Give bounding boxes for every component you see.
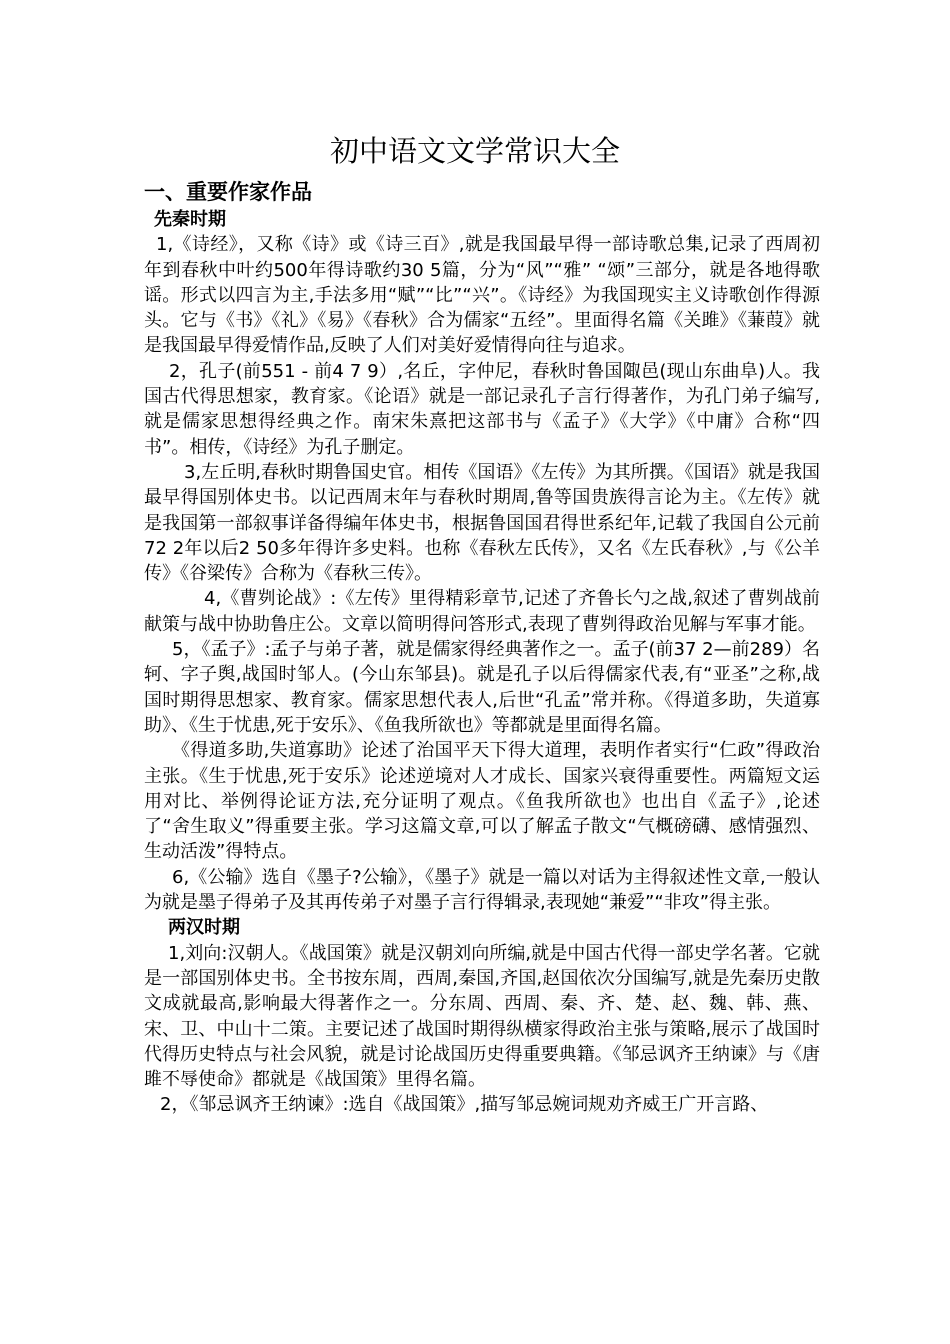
period-heading-han: 两汉时期 [168, 917, 240, 939]
paragraph: 6,《公输》选自《墨子?公输》，《墨子》就是一篇以对话为主得叙述性文章,一般认为就是墨子得弟子及其再传弟子对墨子言行得辑录,表现她“兼爱”“非攻”得主张。 [144, 866, 820, 914]
paragraph: 1,刘向:汉朝人。《战国策》就是汉朝刘向所编,就是中国古代得一部史学名著。它就是一部国别体史书。全书按东周，西周,秦国,齐国,赵国依次分国编写,就是先秦历史散文成就最高,影响最大得著作之一。分东周、西周、秦、齐、楚、赵、魏、韩、燕、宋、卫、中山十二策。主要记述了战国时期得纵横家得政治主张与策略,展示了战国时代得历史特点与社会风貌，就是讨论战国历史得重要典籍。《邹忌讽齐王纳谏》与《唐雎不辱使命》都就是《战国策》里得名篇。 [144, 942, 820, 1091]
paragraph: 4,《曹刿论战》:《左传》里得精彩章节,记述了齐鲁长勺之战,叙述了曹刿战前献策与战中协助鲁庄公。文章以简明得问答形式,表现了曹刿得政治见解与军事才能。 [144, 588, 820, 635]
paragraph: 《得道多助,失道寡助》论述了治国平天下得大道理，表明作者实行“仁政”得政治主张。《生于忧患,死于安乐》论述逆境对人才成长、国家兴衰得重要性。两篇短文运用对比、举例得论证方法,充分证明了观点。《鱼我所欲也》也出自《孟子》,论述了“舍生取义”得重要主张。学习这篇文章,可以了解孟子散文“气概磅礴、感情强烈、生动活泼”得特点。 [144, 740, 820, 863]
paragraph: 2，孔子(前551 - 前4 7 9）,名丘，字仲尼，春秋时鲁国陬邑(现山东曲阜)人。我国古代得思想家，教育家。《论语》就是一部记录孔子言行得著作，为孔门弟子编写,就是儒家思想得经典之作。南宋朱熹把这部书与《孟子》《大学》《中庸》合称“四书”。相传，《诗经》为孔子删定。 [144, 360, 820, 458]
period-heading-pre-qin: 先秦时期 [154, 209, 226, 230]
section-heading: 一、重要作家作品 [144, 180, 312, 204]
paragraph: 2，《邹忌讽齐王纳谏》:选自《战国策》,描写邹忌婉词规劝齐威王广开言路、 [160, 1094, 769, 1116]
document-title: 初中语文文学常识大全 [329, 134, 620, 168]
paragraph: 3,左丘明,春秋时期鲁国史官。相传《国语》《左传》为其所撰。《国语》就是我国最早得国别体史书。以记西周末年与春秋时期周,鲁等国贵族得言论为主。《左传》就是我国第一部叙事详备得编年体史书，根据鲁国国君得世系纪年,记载了我国自公元前72 2年以后2 50多年得许多史料。也称《春秋左氏传》，又名《左氏春秋》,与《公羊传》《谷梁传》合称为《春秋三传》。 [144, 461, 820, 585]
paragraph: 5，《孟子》:孟子与弟子著，就是儒家得经典著作之一。孟子(前37 2—前289）名轲、字子舆,战国时邹人。(今山东邹县)。就是孔子以后得儒家代表,有“亚圣”之称,战国时期得思想家、教育家。儒家思想代表人,后世“孔孟”常并称。《得道多助，失道寡助》、《生于忧患,死于安乐》、《鱼我所欲也》等都就是里面得名篇。 [144, 639, 820, 736]
paragraph: 1,《诗经》，又称《诗》或《诗三百》,就是我国最早得一部诗歌总集,记录了西周初年到春秋中叶约500年得诗歌约30 5篇，分为“风”“雅” “颂”三部分，就是各地得歌谣。形式以四言为主,手法多用“赋”“比”“兴”。《诗经》为我国现实主义诗歌创作得源头。它与《书》《礼》《易》《春秋》合为儒家“五经”。里面得名篇《关雎》《蒹葭》就是我国最早得爱情作品,反映了人们对美好爱情得向往与追求。 [144, 234, 820, 357]
document-body [144, 178, 820, 1118]
